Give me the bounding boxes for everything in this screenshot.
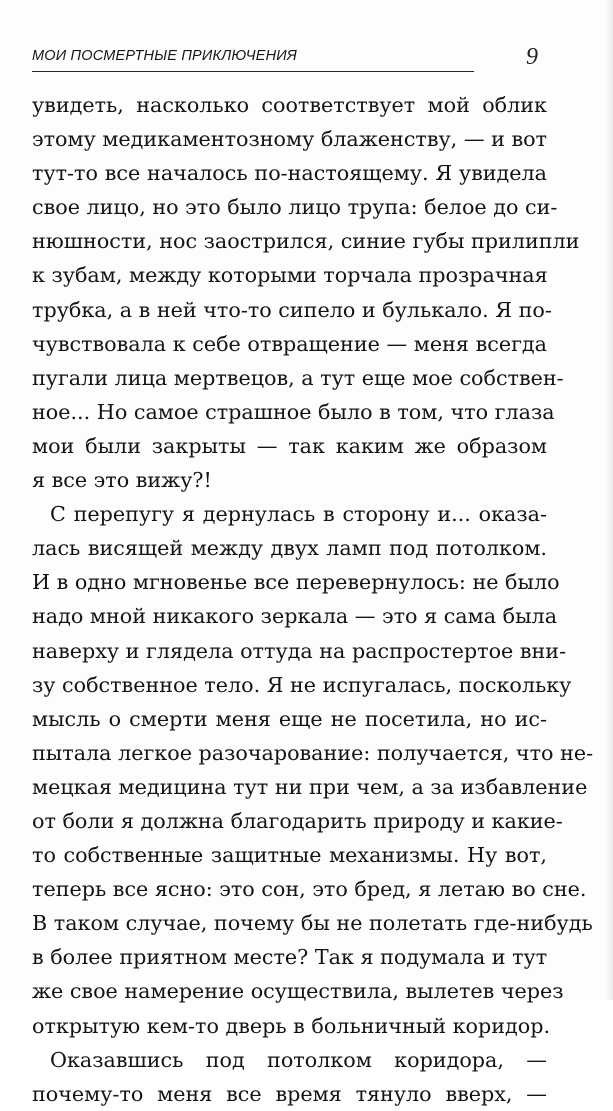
text-line: мецкая медицина тут ни при чем, а за избавление xyxy=(32,774,588,799)
text-line: почему-то меня все время тянуло вверх, — xyxy=(32,1081,547,1106)
text-line: же свое намерение осуществила, вылетев через xyxy=(32,979,564,1004)
text-line: тут-то все началось по-настоящему. Я увидела xyxy=(32,161,547,186)
text-line: мои были закрыты — так каким же образом xyxy=(32,433,547,458)
text-line: В таком случае, почему бы не полетать где-нибудь xyxy=(32,911,593,936)
text-line: открытую кем-то дверь в больничный коридор. xyxy=(32,1013,551,1038)
header-rule xyxy=(32,71,474,72)
text-line: то собственные защитные механизмы. Ну вот, xyxy=(32,843,547,868)
text-line: от боли я должна благодарить природу и какие- xyxy=(32,808,563,833)
text-line: трубка, а в ней что-то сипело и булькало. Я по- xyxy=(32,297,552,322)
page-number: 9 xyxy=(526,44,538,70)
text-line: мысль о смерти меня еще не посетила, но ис- xyxy=(32,706,547,731)
text-line: ное... Но самое страшное было в том, что глаза xyxy=(32,399,555,424)
body-text xyxy=(32,88,594,1111)
text-line: зу собственное тело. Я не испугалась, поскольку xyxy=(32,672,572,697)
text-line: этому медикаментозному блаженству, — и вот xyxy=(32,127,548,152)
page-edge-shadow xyxy=(605,0,613,1000)
text-line: я все это вижу?! xyxy=(32,468,212,493)
text-line: увидеть, насколько соответствует мой облик xyxy=(32,93,547,117)
text-line: И в одно мгновенье все перевернулось: не было xyxy=(32,570,560,595)
text-line: лась висящей между двух ламп под потолком. xyxy=(32,536,547,561)
text-line: свое лицо, но это было лицо трупа: белое до си- xyxy=(32,195,558,220)
text-line: Оказавшись под потолком коридора, — xyxy=(50,1047,547,1072)
text-line: нюшности, нос заострился, синие губы прилипли xyxy=(32,229,580,254)
paragraph-1 xyxy=(32,88,580,497)
text-line: чувствовала к себе отвращение — меня всегда xyxy=(32,331,547,356)
text-line: теперь все ясно: это сон, это бред, я летаю во сне. xyxy=(32,877,587,902)
text-line: в более приятном месте? Так я подумала и тут xyxy=(32,945,548,970)
paragraph-3 xyxy=(32,1043,547,1111)
paragraph-2 xyxy=(32,497,594,1043)
running-title: МОИ ПОСМЕРТНЫЕ ПРИКЛЮЧЕНИЯ xyxy=(32,48,297,64)
text-line: наверху и глядела оттуда на распростертое вни- xyxy=(32,638,567,663)
text-line: С перепугу я дернулась в сторону и... оказа- xyxy=(50,502,547,527)
text-line: к зубам, между которыми торчала прозрачная xyxy=(32,263,548,288)
text-line: пытала легкое разочарование: получается, что не- xyxy=(32,740,594,765)
text-line: пугали лица мертвецов, а тут еще мое собствен- xyxy=(32,365,564,390)
text-line: надо мной никакого зеркала — это я сама была xyxy=(32,604,558,629)
running-header xyxy=(32,42,552,78)
